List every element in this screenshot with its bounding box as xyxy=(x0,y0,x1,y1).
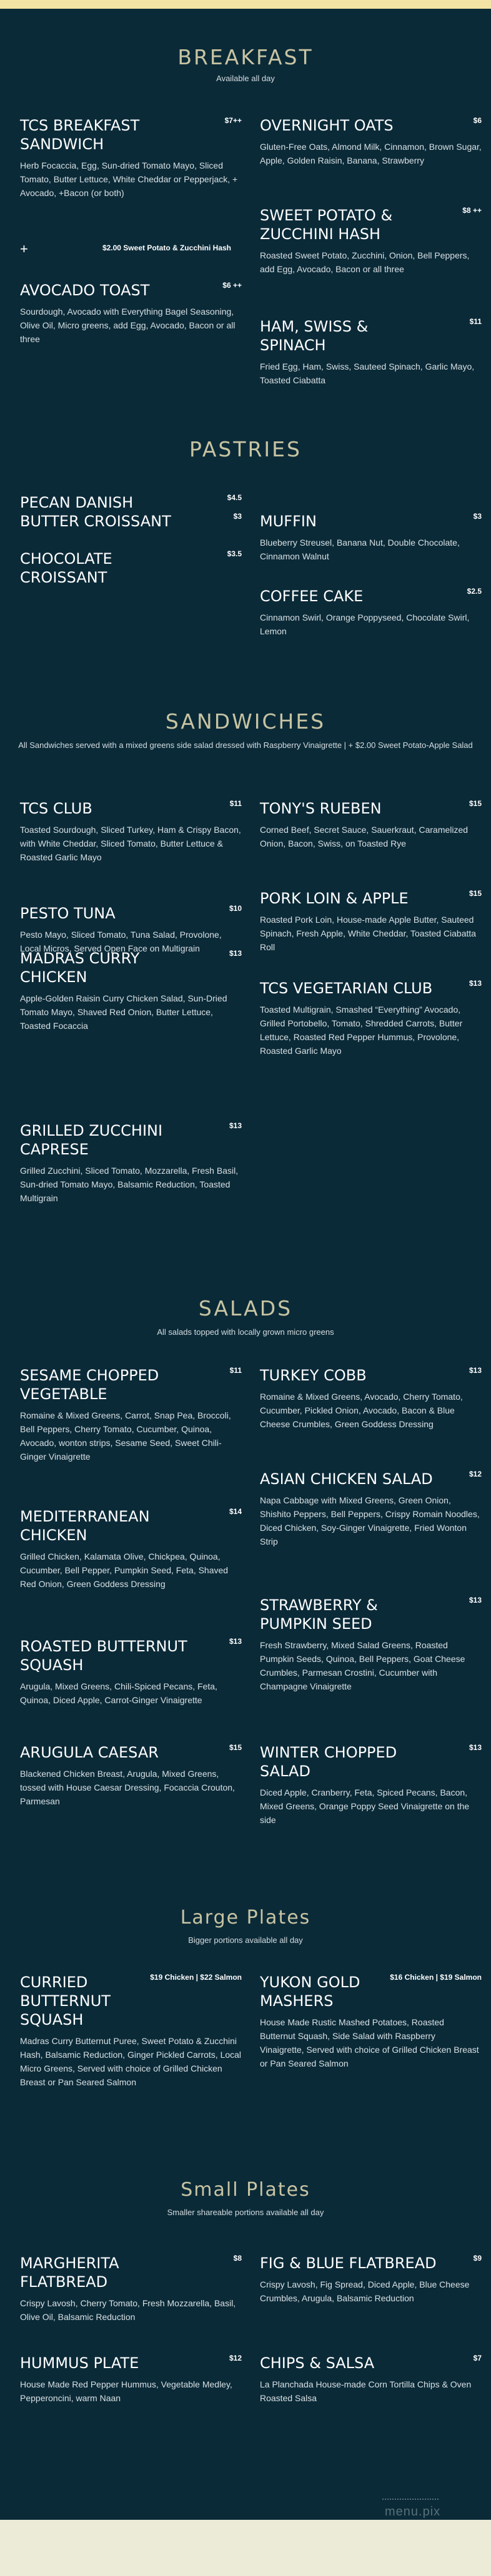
section-title: Small Plates xyxy=(181,2179,310,2201)
item-name: YUKON GOLD MASHERS xyxy=(260,1974,360,2010)
item-price: $11 xyxy=(229,799,242,808)
menu-item xyxy=(20,1366,242,1463)
item-description: Blackened Chicken Breast, Arugula, Mixed Greens, tossed with House Caesar Dressing, Focaccia Crouton, Parmesan xyxy=(20,1769,235,1806)
item-name: HAM, SWISS & SPINACH xyxy=(260,318,369,354)
item-description: Roasted Sweet Potato, Zucchini, Onion, Bell Peppers, add Egg, Avocado, Bacon or all three xyxy=(260,250,470,274)
item-price: $11 xyxy=(229,1366,242,1375)
item-name: TCS VEGETARIAN CLUB xyxy=(260,980,433,997)
menu-item xyxy=(260,1366,482,1431)
item-price: $13 xyxy=(469,1366,482,1375)
item-description: Herb Focaccia, Egg, Sun-dried Tomato Mayo, Sliced Tomato, Butter Lettuce, White Cheddar or Pepperjack, + Avocado, +Bacon (or both) xyxy=(20,160,238,198)
item-name: OVERNIGHT OATS xyxy=(260,117,394,134)
menu-item xyxy=(260,1973,482,2070)
item-description: Arugula, Mixed Greens, Chili-Spiced Pecans, Feta, Quinoa, Diced Apple, Carrot-Ginger Vinaigrette xyxy=(20,1681,217,1705)
large-plates-header xyxy=(0,1907,491,1947)
pastries-header xyxy=(0,437,491,461)
menu-item xyxy=(260,1743,482,1827)
item-name: MARGHERITA FLATBREAD xyxy=(20,2254,119,2291)
menu-item xyxy=(20,549,242,587)
item-price: $10 xyxy=(229,904,242,913)
item-price: $8 ++ xyxy=(462,206,482,215)
menu-item xyxy=(20,493,242,512)
item-price: $9 xyxy=(473,2254,482,2263)
item-price: $13 xyxy=(229,1121,242,1130)
item-price: $4.5 xyxy=(227,493,242,502)
item-name: CHIPS & SALSA xyxy=(260,2354,375,2372)
section-title: BREAKFAST xyxy=(177,45,314,69)
menu-item xyxy=(260,206,482,276)
item-name: FIG & BLUE FLATBREAD xyxy=(260,2254,437,2272)
item-description: House Made Rustic Mashed Potatoes, Roasted Butternut Squash, Side Salad with Raspberry Vinaigrette, Served with choice of Grilled Chicken Breast or Pan Seared Salmon xyxy=(260,2017,479,2068)
menu-item xyxy=(260,317,482,387)
item-description: Diced Apple, Cranberry, Feta, Spiced Pecans, Bacon, Mixed Greens, Orange Poppy Seed Vinaigrette on the side xyxy=(260,1787,470,1825)
item-name: TURKEY COBB xyxy=(260,1367,367,1384)
item-price: $13 xyxy=(229,949,242,958)
item-price: $3 xyxy=(473,512,482,521)
item-description: House Made Red Pepper Hummus, Vegetable Medley, Pepperoncini, warm Naan xyxy=(20,2379,232,2403)
menu-item xyxy=(20,1121,242,1205)
item-price: $8 xyxy=(233,2254,242,2263)
menu-item xyxy=(20,512,242,531)
section-title: SALADS xyxy=(198,1296,293,1320)
menu-item xyxy=(20,799,242,864)
plus-icon: + xyxy=(20,241,28,257)
item-price: $2.5 xyxy=(467,587,482,596)
item-description: Cinnamon Swirl, Orange Poppyseed, Chocolate Swirl, Lemon xyxy=(260,612,470,636)
item-description: Crispy Lavosh, Fig Spread, Diced Apple, Blue Cheese Crumbles, Arugula, Balsamic Reduction xyxy=(260,2279,470,2303)
item-description: Corned Beef, Secret Sauce, Sauerkraut, Caramelized Onion, Bacon, Swiss, on Toasted Rye xyxy=(260,825,469,848)
menu-item xyxy=(20,1507,242,1591)
item-description: Sourdough, Avocado with Everything Bagel Seasoning, Olive Oil, Micro greens, add Egg, Avocado, Bacon or all three xyxy=(20,307,236,344)
section-subtitle: All salads topped with locally grown micro greens xyxy=(157,1327,334,1337)
menu-item xyxy=(260,799,482,850)
item-price: $15 xyxy=(469,799,482,808)
item-price: $16 Chicken | $19 Salmon xyxy=(390,1973,482,1982)
item-price: $14 xyxy=(229,1507,242,1516)
section-subtitle: Bigger portions available all day xyxy=(188,1935,303,1945)
item-name: PORK LOIN & APPLE xyxy=(260,890,409,907)
menu-item xyxy=(260,2254,482,2305)
item-name: CHOCOLATE CROISSANT xyxy=(20,550,112,586)
menu-item xyxy=(20,949,242,1033)
item-price: $12 xyxy=(469,1470,482,1478)
item-description: Blueberry Streusel, Banana Nut, Double Chocolate, Cinnamon Walnut xyxy=(260,538,460,561)
item-name: TCS CLUB xyxy=(20,800,92,817)
item-price: $7++ xyxy=(224,116,242,125)
addon-text: $2.00 Sweet Potato & Zucchini Hash xyxy=(102,243,231,252)
menu-item xyxy=(20,2254,242,2324)
menu-item xyxy=(260,979,482,1058)
item-price: $12 xyxy=(229,2354,242,2362)
item-description: Toasted Multigrain, Smashed “Everything” Avocado, Grilled Portobello, Tomato, Shredded Carrots, Butter Lettuce, Roasted Red Pepper Hummus, Provolone, Roasted Garlic Mayo xyxy=(260,1005,463,1056)
item-name: GRILLED ZUCCHINI CAPRESE xyxy=(20,1122,163,1158)
item-description: Grilled Zucchini, Sliced Tomato, Mozzarella, Fresh Basil, Sun-dried Tomato Mayo, Balsamic Reduction, Toasted Multigrain xyxy=(20,1166,239,1203)
salads-header xyxy=(0,1296,491,1339)
item-price: $6 ++ xyxy=(222,281,242,290)
menu-item xyxy=(260,889,482,954)
menu-item xyxy=(20,1743,242,1808)
item-description: Crispy Lavosh, Cherry Tomato, Fresh Mozzarella, Basil, Olive Oil, Balsamic Reduction xyxy=(20,2298,236,2322)
item-name: COFFEE CAKE xyxy=(260,587,364,605)
item-name: ARUGULA CAESAR xyxy=(20,1744,159,1761)
item-name: ASIAN CHICKEN SALAD xyxy=(260,1470,433,1488)
menu-item xyxy=(20,281,242,346)
item-price: $13 xyxy=(469,1596,482,1605)
item-name: TONY'S RUEBEN xyxy=(260,800,382,817)
section-title: PASTRIES xyxy=(189,437,302,461)
menu-item xyxy=(260,2354,482,2405)
item-name: MEDITERRANEAN CHICKEN xyxy=(20,1508,150,1544)
item-price: $3.5 xyxy=(227,549,242,558)
item-name: AVOCADO TOAST xyxy=(20,282,150,299)
section-subtitle: Available all day xyxy=(216,74,275,83)
menu-item xyxy=(260,587,482,638)
breakfast-header xyxy=(0,45,491,86)
menu-item xyxy=(20,904,242,955)
item-price: $13 xyxy=(469,979,482,988)
item-name: ROASTED BUTTERNUT SQUASH xyxy=(20,1638,187,1674)
section-subtitle: All Sandwiches served with a mixed greens side salad dressed with Raspberry Vinaigrette | + $2.00 Sweet Potato-Apple Salad xyxy=(18,740,473,750)
menu-item xyxy=(260,1470,482,1548)
item-price: $15 xyxy=(229,1743,242,1752)
item-price: $3 xyxy=(233,512,242,521)
item-description: La Planchada House-made Corn Tortilla Chips & Oven Roasted Salsa xyxy=(260,2379,472,2403)
item-name: SESAME CHOPPED VEGETABLE xyxy=(20,1367,159,1403)
item-name: SWEET POTATO & ZUCCHINI HASH xyxy=(260,207,393,243)
menu-item xyxy=(260,512,482,563)
menu-item xyxy=(20,2354,242,2405)
section-subtitle: Smaller shareable portions available all day xyxy=(167,2208,324,2217)
item-description: Grilled Chicken, Kalamata Olive, Chickpea, Quinoa, Cucumber, Bell Pepper, Pumpkin Seed, Feta, Shaved Red Onion, Green Goddess Dressing xyxy=(20,1551,229,1589)
menupix-logo: menu.pix xyxy=(385,2505,441,2519)
footer-band xyxy=(0,2520,491,2576)
item-name: MADRAS CURRY CHICKEN xyxy=(20,950,140,986)
item-description: Roasted Pork Loin, House-made Apple Butter, Sauteed Spinach, Fresh Apple, White Cheddar, Toasted Ciabatta Roll xyxy=(260,915,477,952)
item-name: MUFFIN xyxy=(260,513,317,530)
menu-item xyxy=(20,1973,242,2089)
item-description: Fried Egg, Ham, Swiss, Sauteed Spinach, Garlic Mayo, Toasted Ciabatta xyxy=(260,361,475,385)
item-name: BUTTER CROISSANT xyxy=(20,513,171,530)
section-title: Large Plates xyxy=(180,1907,311,1929)
item-description: Pesto Mayo, Sliced Tomato, Tuna Salad, Provolone, Local Micros, Served Open Face on Multigrain xyxy=(20,930,222,953)
item-description: Madras Curry Butternut Puree, Sweet Potato & Zucchini Hash, Balsamic Reduction, Ginger Pickled Carrots, Local Micro Greens, Served with choice of Grilled Chicken Breast or Pan Seared Salmon xyxy=(20,2036,242,2087)
item-description: Romaine & Mixed Greens, Carrot, Snap Pea, Broccoli, Bell Peppers, Cherry Tomato, Cucumber, Quinoa, Avocado, wonton strips, Sesame Seed, Sweet Chili-Ginger Vinaigrette xyxy=(20,1410,231,1462)
item-price: $11 xyxy=(469,317,482,326)
item-price: $15 xyxy=(469,889,482,898)
section-title: SANDWICHES xyxy=(165,709,326,734)
item-description: Gluten-Free Oats, Almond Milk, Cinnamon, Brown Sugar, Apple, Golden Raisin, Banana, Strawberry xyxy=(260,142,482,165)
item-name: PECAN DANISH xyxy=(20,494,134,511)
addon-row xyxy=(20,243,231,256)
small-plates-header xyxy=(0,2179,491,2220)
item-price: $6 xyxy=(473,116,482,125)
item-description: Toasted Sourdough, Sliced Turkey, Ham & Crispy Bacon, with White Cheddar, Sliced Tomato, Butter Lettuce & Roasted Garlic Mayo xyxy=(20,825,241,862)
menu-item xyxy=(20,116,242,200)
item-description: Napa Cabbage with Mixed Greens, Green Onion, Shishito Peppers, Bell Peppers, Crispy Romain Noodles, Diced Chicken, Soy-Ginger Vinaigrette, Fried Wonton Strip xyxy=(260,1495,480,1546)
item-description: Apple-Golden Raisin Curry Chicken Salad, Sun-Dried Tomato Mayo, Shaved Red Onion, Butter Lettuce, Toasted Focaccia xyxy=(20,993,227,1031)
item-name: WINTER CHOPPED SALAD xyxy=(260,1744,397,1780)
item-name: CURRIED BUTTERNUT SQUASH xyxy=(20,1974,111,2028)
menu-item xyxy=(260,1596,482,1693)
top-banner xyxy=(0,0,491,9)
menu-item xyxy=(260,116,482,167)
item-name: PESTO TUNA xyxy=(20,905,116,922)
item-name: HUMMUS PLATE xyxy=(20,2354,139,2372)
item-price: $19 Chicken | $22 Salmon xyxy=(150,1973,242,1982)
menu-item xyxy=(20,1637,242,1707)
item-description: Romaine & Mixed Greens, Avocado, Cherry Tomato, Cucumber, Pickled Onion, Avocado, Bacon & Blue Cheese Crumbles, Green Goddess Dressing xyxy=(260,1392,463,1429)
item-price: $13 xyxy=(469,1743,482,1752)
logo-divider xyxy=(382,2499,439,2500)
item-name: STRAWBERRY & PUMPKIN SEED xyxy=(260,1596,378,1633)
sandwiches-header xyxy=(0,709,491,752)
item-price: $13 xyxy=(229,1637,242,1646)
item-description: Fresh Strawberry, Mixed Salad Greens, Roasted Pumpkin Seeds, Quinoa, Bell Peppers, Goat Cheese Crumbles, Parmesan Crostini, Cucumber with Champagne Vinaigrette xyxy=(260,1640,465,1691)
item-name: TCS BREAKFAST SANDWICH xyxy=(20,117,140,153)
item-price: $7 xyxy=(473,2354,482,2362)
